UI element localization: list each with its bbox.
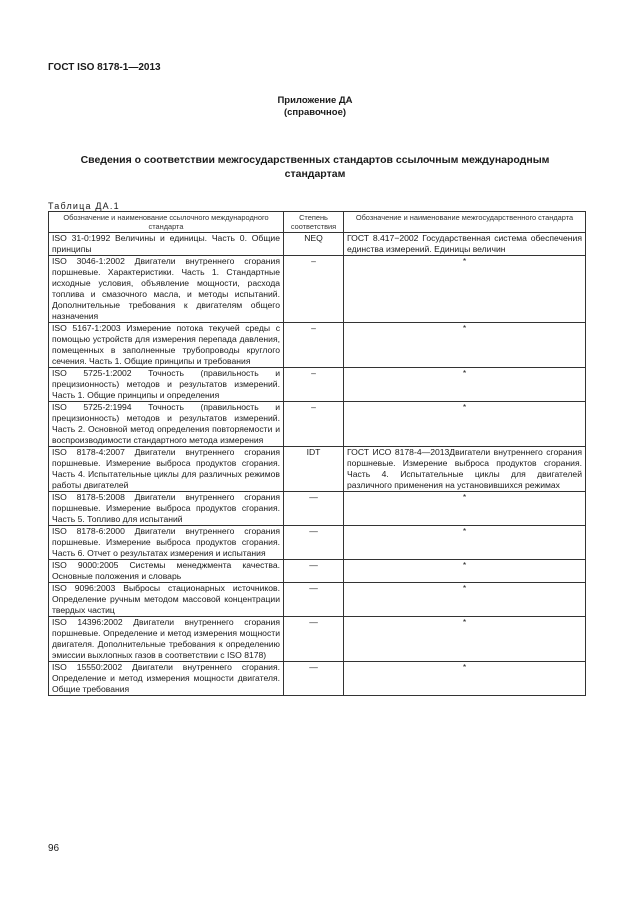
footnote-mark: * (462, 402, 467, 412)
national-cell (344, 323, 586, 368)
degree-cell: — (284, 492, 344, 526)
table-row (49, 447, 586, 492)
national-cell (344, 560, 586, 583)
table-row (49, 492, 586, 526)
footnote-mark: * (462, 323, 467, 333)
table-row (49, 526, 586, 560)
national-cell: ГОСТ 8.417−2002 Государственная система обеспечения единства измерений. Единицы величин (344, 233, 586, 256)
reference-cell: ISO 3046-1:2002 Двигатели внутреннего сгорания поршневые. Характеристики. Часть 1. Стандартные исходные условия, объявление мощности, расхода топлива и смазочного масла, и методы испытаний. Дополнительные требования к двигателям общего назначения (49, 256, 284, 323)
table-row (49, 233, 586, 256)
reference-cell: ISO 15550:2002 Двигатели внутреннего сгорания. Определение и метод измерения мощности двигателя. Общие требования (49, 662, 284, 696)
degree-cell: IDT (284, 447, 344, 492)
table-row (49, 560, 586, 583)
footnote-mark: * (462, 368, 467, 378)
reference-cell: ISO 14396:2002 Двигатели внутреннего сгорания поршневые. Определение и метод измерения мощности двигателя. Дополнительные требования к определению эмиссии выхлопных газов в соответствии с ISO 8178) (49, 617, 284, 662)
header-reference-standard: Обозначение и наименование ссылочного международного стандарта (49, 212, 284, 233)
degree-cell: — (284, 617, 344, 662)
degree-cell: — (284, 583, 344, 617)
footnote-mark: * (462, 617, 467, 627)
reference-cell: ISO 31-0:1992 Величины и единицы. Часть 0. Общие принципы (49, 233, 284, 256)
reference-cell: ISO 5725-1:2002 Точность (правильность и прецизионность) методов и результатов измерений. Часть 1. Общие принципы и определения (49, 368, 284, 402)
national-cell (344, 583, 586, 617)
degree-cell: – (284, 323, 344, 368)
appendix-title: Приложение ДА (277, 95, 353, 106)
national-cell (344, 492, 586, 526)
table-row (49, 617, 586, 662)
reference-cell: ISO 5725-2:1994 Точность (правильность и прецизионность) методов и результатов измерений. Часть 2. Основной метод определения повторяемости и воспроизводимости стандартного метода измерения (49, 402, 284, 447)
reference-cell: ISO 8178-4:2007 Двигатели внутреннего сгорания поршневые. Измерение выброса продуктов сгорания. Часть 4. Испытательные циклы для различных режимов работы двигателей (49, 447, 284, 492)
reference-cell: ISO 8178-6:2000 Двигатели внутреннего сгорания поршневые. Измерение выброса продуктов сгорания. Часть 6. Отчет о результатах измерения и испытания (49, 526, 284, 560)
footnote-mark: * (462, 583, 467, 593)
reference-cell: ISO 9000:2005 Системы менеджмента качества. Основные положения и словарь (49, 560, 284, 583)
reference-cell: ISO 5167-1:2003 Измерение потока текучей среды с помощью устройств для измерения перепада давления, помещенных в заполненные трубопроводы круглого сечения. Часть 1. Общие принципы и требования (49, 323, 284, 368)
table-row (49, 662, 586, 696)
national-cell (344, 256, 586, 323)
degree-cell: — (284, 662, 344, 696)
degree-cell: – (284, 402, 344, 447)
degree-cell: — (284, 560, 344, 583)
degree-cell: NEQ (284, 233, 344, 256)
footnote-mark: * (462, 560, 467, 570)
appendix-subtitle: (справочное) (283, 107, 347, 118)
appendix-heading (0, 95, 630, 119)
table-row (49, 368, 586, 402)
national-cell (344, 402, 586, 447)
table-row (49, 323, 586, 368)
footnote-mark: * (462, 256, 467, 266)
header-degree: Степень соответствия (284, 212, 344, 233)
national-cell (344, 617, 586, 662)
footnote-mark: * (462, 662, 467, 672)
reference-cell: ISO 8178-5:2008 Двигатели внутреннего сгорания поршневые. Измерение выброса продуктов сгорания. Часть 5. Топливо для испытаний (49, 492, 284, 526)
table-row (49, 583, 586, 617)
footnote-mark: * (462, 492, 467, 502)
page-number: 96 (48, 843, 60, 854)
table-row (49, 256, 586, 323)
header-national-standard: Обозначение и наименование межгосударственного стандарта (344, 212, 586, 233)
reference-cell: ISO 9096:2003 Выбросы стационарных источников. Определение ручным методом массовой концентрации твердых частиц (49, 583, 284, 617)
national-cell (344, 526, 586, 560)
correspondence-table (48, 211, 586, 696)
footnote-mark: * (462, 526, 467, 536)
table-header-row (49, 212, 586, 233)
national-cell (344, 368, 586, 402)
section-title: Сведения о соответствии межгосударственных стандартов ссылочным международным стандартам (80, 154, 550, 180)
degree-cell: – (284, 256, 344, 323)
national-cell: ГОСТ ИСО 8178-4—2013Двигатели внутреннего сгорания поршневые. Измерение выброса продуктов сгорания. Часть 4. Испытательные циклы для двигателей различного применения на установившихся режимах (344, 447, 586, 492)
national-cell (344, 662, 586, 696)
table-row (49, 402, 586, 447)
degree-cell: – (284, 368, 344, 402)
table-label: Таблица ДА.1 (48, 201, 120, 211)
document-header: ГОСТ ISO 8178-1—2013 (48, 62, 161, 73)
degree-cell: — (284, 526, 344, 560)
